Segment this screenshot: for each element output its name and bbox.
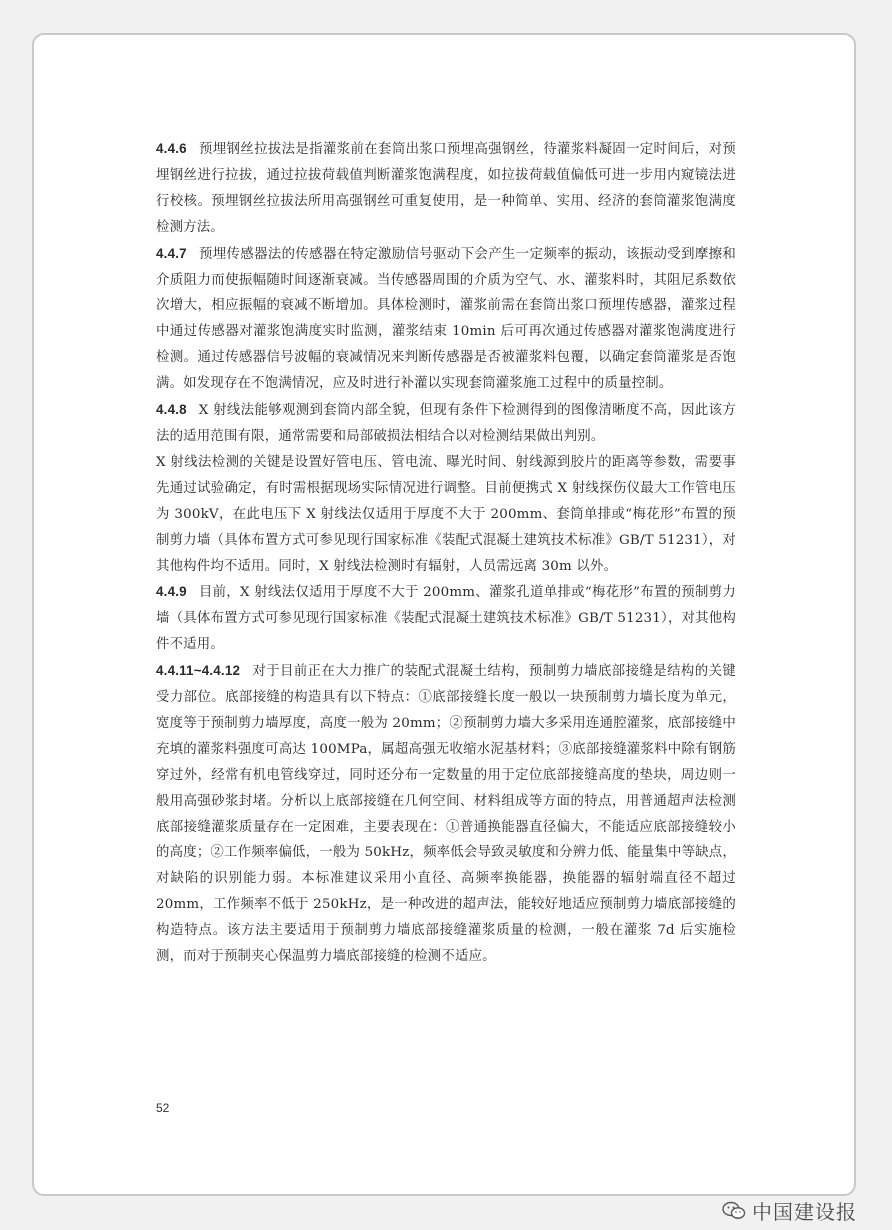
clause-number: 4.4.7 (156, 245, 187, 261)
paragraph-text: 目前，X 射线法仅适用于厚度不大于 200mm、灌浆孔道单排或“梅花形”布置的预制剪力墙（具体布置方式可参见现行国家标准《装配式混凝土建筑技术标准》GB/T 51231），对其他构件不适用。 (156, 585, 736, 653)
paragraph-4-4-11-12 (156, 658, 736, 970)
clause-number: 4.4.8 (156, 402, 187, 418)
watermark-text: 中国建设报 (752, 1200, 857, 1224)
document-body (156, 136, 736, 970)
watermark (722, 1196, 857, 1225)
paragraph-4-4-9 (156, 579, 736, 658)
paragraph-text: X 射线法能够观测到套筒内部全貌，但现有条件下检测得到的图像清晰度不高，因此该方法的适用范围有限，通常需要和局部破损法相结合以对检测结果做出判别。 (156, 403, 736, 444)
paragraph-x-ray-details (156, 450, 736, 580)
paragraph-text: 预埋传感器法的传感器在特定激励信号驱动下会产生一定频率的振动，该振动受到摩擦和介质阻力而使振幅随时间逐渐衰减。当传感器周围的介质为空气、水、灌浆料时，其阻尼系数依次增大，相应振幅的衰减不断增加。具体检测时，灌浆前需在套筒出浆口预埋传感器，灌浆过程中通过传感器对灌浆饱满度实时监测，灌浆结束 10min 后可再次通过传感器对灌浆饱满度进行检测。通过传感器信号波幅的衰减情况来判断传感器是否被灌浆料包覆，以确定套筒灌浆是否饱满。如发现存在不饱满情况，应及时进行补灌以实现套筒灌浆施工过程中的质量控制。 (156, 246, 736, 392)
page-number: 52 (156, 1101, 170, 1115)
paragraph-4-4-6 (156, 136, 736, 241)
paragraph-text: 对于目前正在大力推广的装配式混凝土结构，预制剪力墙底部接缝是结构的关键受力部位。底部接缝的构造具有以下特点：①底部接缝长度一般以一块预制剪力墙长度为单元，宽度等于预制剪力墙厚度，高度一般为 20mm；②预制剪力墙大多采用连通腔灌浆，底部接缝中充填的灌浆料强度可高达 100MPa，属超高强无收缩水泥基材料；③底部接缝灌浆料中除有钢筋穿过外，经常有机电管线穿过，同时还分布一定数量的用于定位底部接缝高度的垫块，周边则一般用高强砂浆封堵。分析以上底部接缝在几何空间、材料组成等方面的特点，用普通超声法检测底部接缝灌浆质量存在一定困难，主要表现在：①普通换能器直径偏大，不能适应底部接缝较小的高度；②工作频率偏低，一般为 50kHz，频率低会导致灵敏度和分辨力低、能量集中等缺点，对缺陷的识别能力弱。本标准建议采用小直径、高频率换能器，换能器的辐射端直径不超过 20mm，工作频率不低于 250kHz，是一种改进的超声法，能较好地适应预制剪力墙底部接缝的构造特点。该方法主要适用于预制剪力墙底部接缝灌浆质量的检测，一般在灌浆 7d 后实施检测，而对于预制夹心保温剪力墙底部接缝的检测不适应。 (156, 664, 736, 965)
wechat-icon (722, 1201, 746, 1221)
paragraph-4-4-7 (156, 241, 736, 397)
paragraph-4-4-8 (156, 397, 736, 450)
paragraph-text: 预埋钢丝拉拔法是指灌浆前在套筒出浆口预埋高强钢丝，待灌浆料凝固一定时间后，对预埋钢丝进行拉拔，通过拉拔荷载值判断灌浆饱满程度，如拉拔荷载值偏低可进一步用内窥镜法进行校核。预埋钢丝拉拔法所用高强钢丝可重复使用，是一种简单、实用、经济的套筒灌浆饱满度检测方法。 (156, 142, 736, 235)
paragraph-text: X 射线法检测的关键是设置好管电压、管电流、曝光时间、射线源到胶片的距离等参数，需要事先通过试验确定，有时需根据现场实际情况进行调整。目前便携式 X 射线探伤仪最大工作管电压为 300kV，在此电压下 X 射线法仅适用于厚度不大于 200mm、套筒单排或“梅花形”布置的预制剪力墙（具体布置方式可参见现行国家标准《装配式混凝土建筑技术标准》GB/T 51231），对其他构件均不适用。同时，X 射线法检测时有辐射，人员需远离 30m 以外。 (156, 454, 736, 574)
clause-number: 4.4.11~4.4.12 (156, 663, 241, 679)
clause-number: 4.4.6 (156, 141, 187, 156)
clause-number: 4.4.9 (156, 584, 187, 600)
